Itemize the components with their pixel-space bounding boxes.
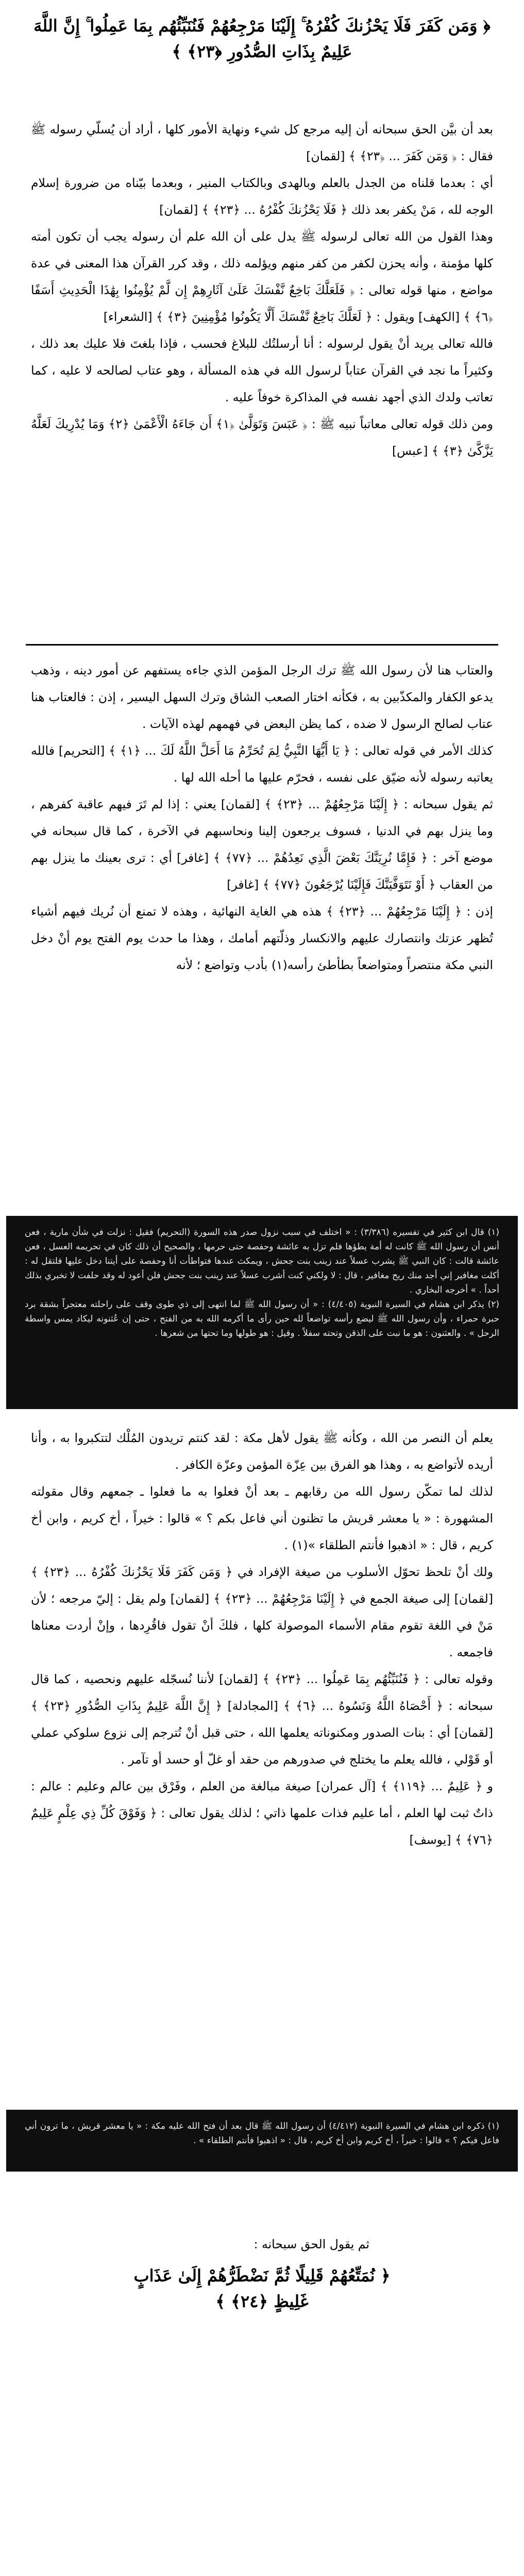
commentary-block-3 bbox=[0, 1425, 524, 1853]
paragraph: بعد أن بيَّن الحق سبحانه أن إليه مرجع كل شيء ونهاية الأمور كلها ، أراد أن يُسلّي رسوله ﷺ فقال : ﴿ وَمَن كَفَرَ ... ﴿٢٣﴾ ﴾ [لقمان] bbox=[31, 122, 493, 163]
paragraph: إذن : ﴿ إِلَيْنَا مَرْجِعُهُمْ ... ﴿٢٣﴾ ﴾ هذه هي الغاية النهائية ، وهذه لا تمنع أن نُريك فيهم أشياء تُظهر عزتك وانتصارك عليهم والانكسار وذلّتهم أمامك ، وهذا ما حدث يوم الفتح يوم أنْ دخل النبي مكة منتصراً ومتواضعاً بطأطئ رأسه(١) بأدب وتواضع ؛ لأنه bbox=[31, 904, 493, 972]
commentary-block-2 bbox=[0, 657, 524, 978]
footnote: (١) ذكره ابن هشام في السيرة النبوية (٤/٤١٢) أن رسول الله ﷺ قال بعد أن فتح الله عليه مكة : « يا معشر قريش ، ما ترون أني فاعل فيكم ؟ » قالوا : خيراً ، أخ كريم وابن أخ كريم ، قال : « اذهبوا فأنتم الطلقاء » . bbox=[25, 2121, 499, 2146]
paragraph: وقوله تعالى : ﴿ فَنُنَبِّئُهُم بِمَا عَمِلُوا ... ﴿٢٣﴾ ﴾ [لقمان] لأننا نُسجّله عليهم ونحصيه ، كما قال سبحانه : ﴿ أَحْصَاهُ اللَّهُ وَنَسُوهُ ... ﴿٦﴾ ﴾ [المجادلة] ﴿ إِنَّ اللَّهَ عَلِيمٌ بِذَاتِ الصُّدُورِ ﴿٢٣﴾ ﴾ [لقمان] أي : بنات الصدور ومكنوناته يعلمها الله ، حتى قبل أنْ تُترجم إلى نزوع سلوكي عملي أو قَوْلي ، فالله يعلم ما يختلج في صدورهم من حقد أو غلّ أو حسد أو تآمر . bbox=[31, 1672, 493, 1767]
paragraph: وهذا القول من الله تعالى لرسوله ﷺ يدل على أن الله علم أن رسوله يجب أن تكون أمته كلها مؤمنة ، وأنه يحزن لكفر من كفر منهم ويؤلمه ذلك ، وقد كرر القرآن هذا المعنى في عدة مواضع ، منها قوله تعالى : ﴿ فَلَعَلَّكَ بَاخِعٌ نَّفْسَكَ عَلَىٰ آثَارِهِمْ إِن لَّمْ يُؤْمِنُوا بِهَٰذَا الْحَدِيثِ أَسَفًا ﴿٦﴾ ﴾ [الكهف] ويقول : ﴿ لَعَلَّكَ بَاخِعٌ نَّفْسَكَ أَلَّا يَكُونُوا مُؤْمِنِينَ ﴿٣﴾ ﴾ [الشعراء] bbox=[31, 229, 493, 324]
verse-header-24: ﴿ نُمَتِّعُهُمْ قَلِيلًا ثُمَّ نَضْطَرُّهُمْ إِلَىٰ عَذَابٍ غَلِيظٍ ﴿٢٤﴾ ﴾ bbox=[133, 2266, 391, 2311]
paragraph: ومن ذلك قوله تعالى معاتباً نبيه ﷺ : ﴿ عَبَسَ وَتَوَلَّىٰ ﴿١﴾ أَن جَاءَهُ الْأَعْمَىٰ ﴿٢﴾ وَمَا يُدْرِيكَ لَعَلَّهُ يَزَّكَّىٰ ﴿٣﴾ ﴾ [عبس] bbox=[31, 417, 493, 458]
footnote-box bbox=[6, 2110, 518, 2172]
paragraph: لذلك لما تمكّن رسول الله من رقابهم ـ بعد أنْ فعلوا به ما فعلوا ـ جمعهم وقال مقولته المشهورة : « يا معشر قريش ما تظنون أني فاعل بكم ؟ » قالوا : خيراً ، أخ كريم ، وابن أخ كريم ، قال : « اذهبوا فأنتم الطلقاء »(١) . bbox=[31, 1484, 493, 1552]
paragraph: كذلك الأمر في قوله تعالى : ﴿ يَا أَيُّهَا النَّبِيُّ لِمَ تُحَرِّمُ مَا أَحَلَّ اللَّهُ لَكَ ... ﴿١﴾ ﴾ [التحريم] فالله يعاتبه رسوله لأنه ضيّق على نفسه ، فحرّم عليها ما أحله الله لها . bbox=[31, 743, 493, 785]
paragraph: يعلم أن النصر من الله ، وكأنه ﷺ يقول لأهل مكة : لقد كنتم تريدون المُلْك لتتكبروا به ، وأنا أريده لأتواضع به ، وهذا هو الفرق بين عِزّة المؤمن وعزّة الكافر . bbox=[31, 1431, 493, 1472]
footnote: (٢) يذكر ابن هشام في السيرة النبوية (٤/٤٠٥) : « أن رسول الله ﷺ لما انتهى إلى ذي طوى وقف على راحلته معتجراً بشقة برد حبرة حمراء ، وأن رسول الله ﷺ ليضع رأسه تواضعاً لله حين رأى ما أكرمه الله به من الفتح ، حتى إن عُثنونه ليكاد يمس واسطة الرحل » . والعثنون : هو ما نبت على الذقن وتحته سفلاً . وقيل : هو طولها وما تحتها من شعرها . bbox=[25, 1299, 499, 1338]
paragraph: والعتاب هنا لأن رسول الله ﷺ ترك الرجل المؤمن الذي جاءه يستفهم عن أمور دينه ، وذهب يدعو الكفار والمكذّبين به ، فكأنه اختار الصعب الشاق وترك السهل اليسير ، إذن : فالعتاب هنا عتاب لصالح الرسول لا ضده ، كما يظن البعض في فهمهم لهذه الآيات . bbox=[31, 663, 493, 731]
paragraph: ثم يقول سبحانه : ﴿ إِلَيْنَا مَرْجِعُهُمْ ... ﴿٢٣﴾ ﴾ [لقمان] يعني : إذا لم تَرَ فيهم عاقبة كفرهم ، وما ينزل بهم في الدنيا ، فسوف يرجعون إلينا ونحاسبهم في الآخرة ، كما قال سبحانه في موضع آخر : ﴿ فَإِمَّا نُرِيَنَّكَ بَعْضَ الَّذِي نَعِدُهُمْ ... ﴿٧٧﴾ ﴾ [غافر] أي : ترى بعينك ما ينزل بهم من العقاب ﴿ أَوْ نَتَوَفَّيَنَّكَ فَإِلَيْنَا يُرْجَعُونَ ﴿٧٧﴾ ﴾ [غافر] bbox=[31, 797, 493, 892]
commentary-block-1 bbox=[0, 116, 524, 464]
verse-header-23 bbox=[0, 8, 524, 70]
divider bbox=[26, 644, 498, 646]
footnote: (١) قال ابن كثير في تفسيره (٣/٣٨٦) : « اختلف في سبب نزول صدر هذه السورة (التحريم) فقيل : نزلت في شأن مارية ، فعن أنس أن رسول الله ﷺ كانت له أمة يطؤها فلم تزل به عائشة وحفصة حتى حرمها ، والصحيح أن ذلك كان في تحريمه العسل ، فعن عائشة قالت : كان النبي ﷺ يشرب عسلاً عند زينب بنت جحش ، ويمكث عندها فتواطأت أنا وحفصة على أيتنا دخل عليها فلتقل له : أكلت مغافير إني أجد منك ريح مغافير ، قال : لا ولكني كنت أشرب عسلاً عند زينب بنت جحش فلن أعود له وقد حلفت لا تخبري بذلك أحداً . » أخرجه البخاري . bbox=[25, 1227, 500, 1295]
paragraph: فالله تعالى يريد أنْ يقول لرسوله : أنا أرسلتُك للبلاغ فحسب ، فإذا بلغتَ فلا عليك بعد ذلك ، وكثيراً ما نجد في القرآن عتاباً لرسول الله في هذه المسألة ، وهو عتاب لصالحه لا عليه ، كما تعاتب ولدك الذي أجهد نفسه في المذاكرة خوفاً عليه . bbox=[31, 336, 493, 404]
intro-line: ثم يقول الحق سبحانه : bbox=[253, 2237, 369, 2251]
verse-text: ﴿ وَمَن كَفَرَ فَلَا يَحْزُنكَ كُفْرُهُ ۚ إِلَيْنَا مَرْجِعُهُمْ فَنُنَبِّئُهُم بِمَا عَمِلُوا ۚ إِنَّ اللَّهَ عَلِيمٌ بِذَاتِ الصُّدُورِ ﴿٢٣﴾ ﴾ bbox=[33, 16, 491, 61]
footnote-box bbox=[6, 1216, 518, 1409]
paragraph: أي : بعدما قلناه من الجدل بالعلم وبالهدى وبالكتاب المنير ، وبعدما بيّناه من ضرورة إسلام الوجه لله ، مَنْ يكفر بعد ذلك ﴿ فَلَا يَحْزُنكَ كُفْرُهُ ... ﴿٢٣﴾ ﴾ [لقمان] bbox=[31, 176, 493, 217]
next-verse-section bbox=[0, 2231, 524, 2319]
paragraph: و ﴿ عَلِيمٌ ... ﴿١١٩﴾ ﴾ [آل عمران] صيغة مبالغة من العلم ، وفَرْق بين عالم وعليم : عالم : ذاتٌ ثبت لها العلم ، أما عليم فذات علمها ذاتي ؛ لذلك يقول تعالى : ﴿ وَفَوْقَ كُلِّ ذِي عِلْمٍ عَلِيمٌ ﴿٧٦﴾ ﴾ [يوسف] bbox=[31, 1779, 493, 1847]
paragraph: ولك أنْ تلحظ تحوّل الأسلوب من صيغة الإفراد في ﴿ وَمَن كَفَرَ فَلَا يَحْزُنكَ كُفْرُهُ ... ﴿٢٣﴾ ﴾ [لقمان] إلى صيغة الجمع في ﴿ إِلَيْنَا مَرْجِعُهُمْ ... ﴿٢٣﴾ ﴾ [لقمان] ولم يقل : إليّ مرجعه ؛ لأن مَنْ في اللغة تقوم مقام الأسماء الموصولة كلها ، فلكَ أنْ تقول فاقُرِدها ، وإنْ أردت معناها فاجمعه . bbox=[31, 1565, 493, 1659]
